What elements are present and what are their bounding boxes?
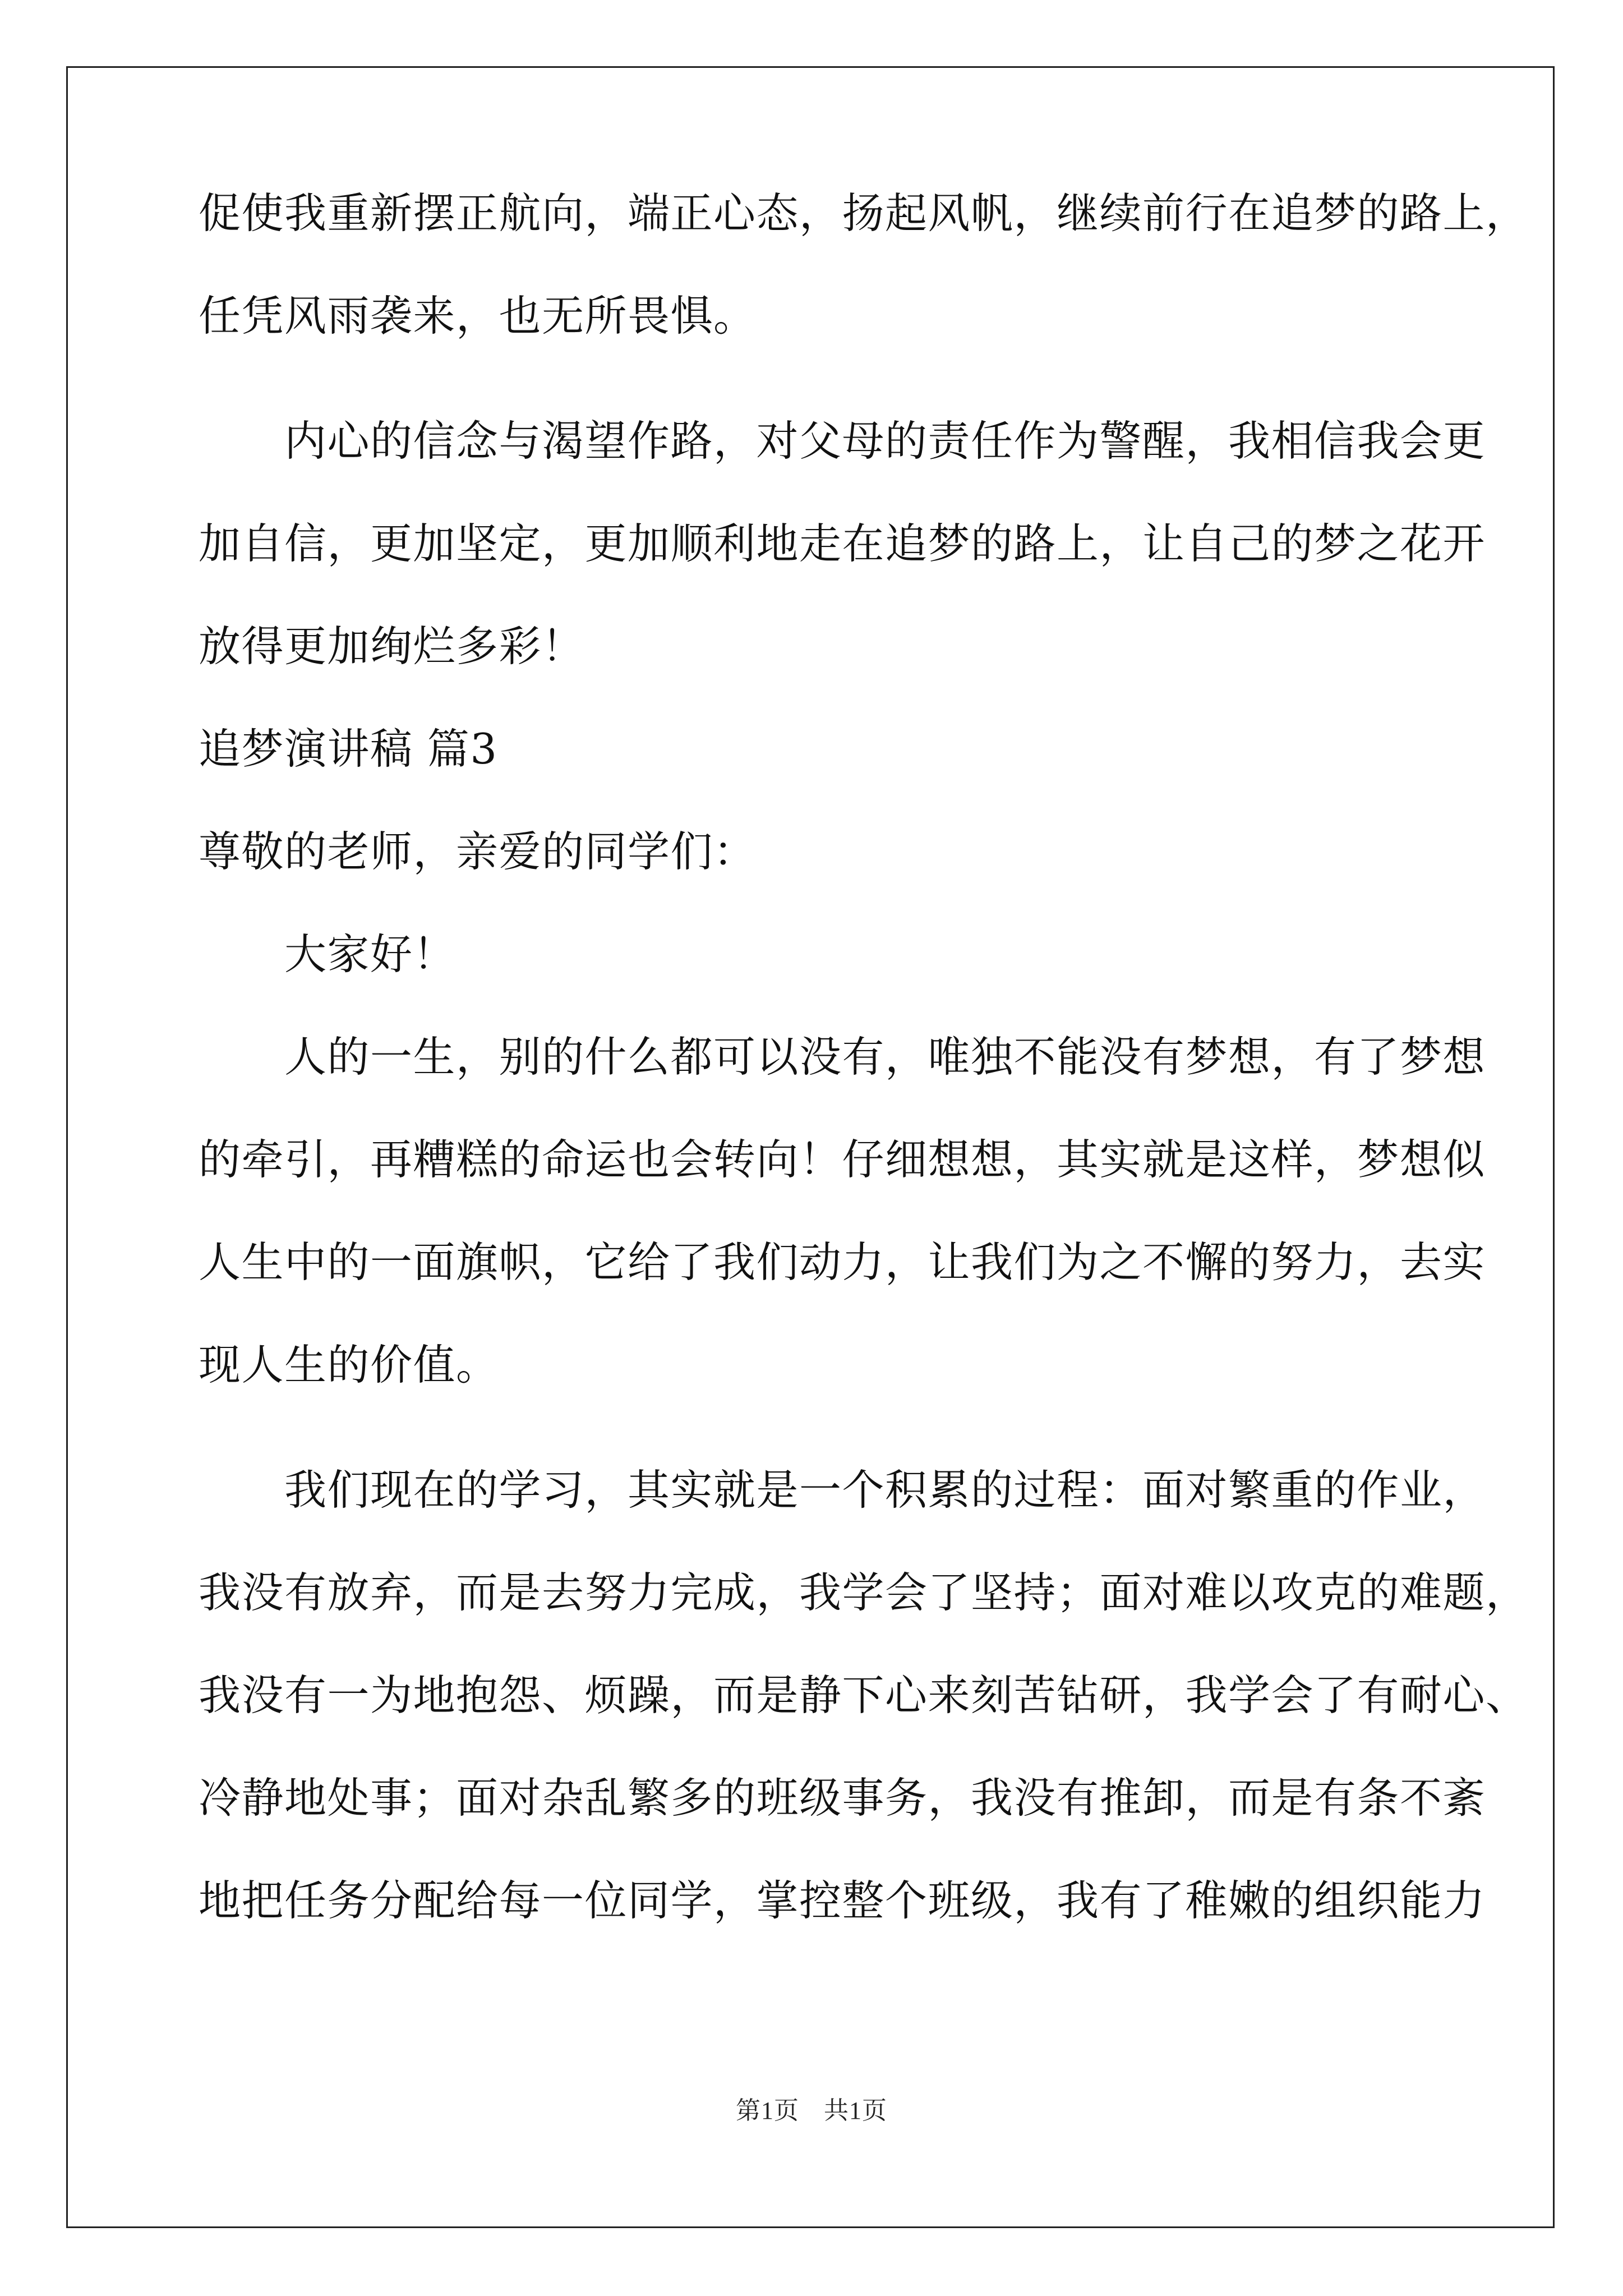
text-line: 我没有放弃，而是去努力完成，我学会了坚持；面对难以攻克的难题， <box>199 1568 1529 1617</box>
page-number: 第1页 <box>736 2097 799 2124</box>
text-line: 地把任务分配给每一位同学，掌控整个班级，我有了稚嫩的组织能力 <box>199 1876 1486 1925</box>
text-line: 我没有一为地抱怨、烦躁，而是静下心来刻苦钻研，我学会了有耐心、 <box>199 1671 1529 1720</box>
text-line: 我们现在的学习，其实就是一个积累的过程：面对繁重的作业， <box>199 1465 1486 1515</box>
salutation: 尊敬的老师，亲爱的同学们： <box>199 827 757 876</box>
section-heading: 追梦演讲稿 篇3 <box>199 724 498 774</box>
text-line: 促使我重新摆正航向，端正心态，扬起风帆，继续前行在追梦的路上， <box>199 188 1529 238</box>
page-total: 共1页 <box>824 2097 887 2124</box>
text-line: 任凭风雨袭来，也无所畏惧。 <box>199 291 757 341</box>
greeting: 大家好！ <box>199 930 457 979</box>
text-line: 人生中的一面旗帜，它给了我们动力，让我们为之不懈的努力，去实 <box>199 1237 1486 1287</box>
text-line: 放得更加绚烂多彩！ <box>199 622 585 671</box>
text-line: 的牵引，再糟糕的命运也会转向！仔细想想，其实就是这样，梦想似 <box>199 1135 1486 1184</box>
text-line: 人的一生，别的什么都可以没有，唯独不能没有梦想，有了梦想 <box>199 1032 1486 1082</box>
text-line: 内心的信念与渴望作路，对父母的责任作为警醒，我相信我会更 <box>199 416 1486 466</box>
page-footer <box>0 2090 1623 2126</box>
text-line: 冷静地处事；面对杂乱繁多的班级事务，我没有推卸，而是有条不紊 <box>199 1773 1486 1823</box>
text-line: 现人生的价值。 <box>199 1340 499 1389</box>
text-line: 加自信，更加坚定，更加顺利地走在追梦的路上，让自己的梦之花开 <box>199 519 1486 568</box>
